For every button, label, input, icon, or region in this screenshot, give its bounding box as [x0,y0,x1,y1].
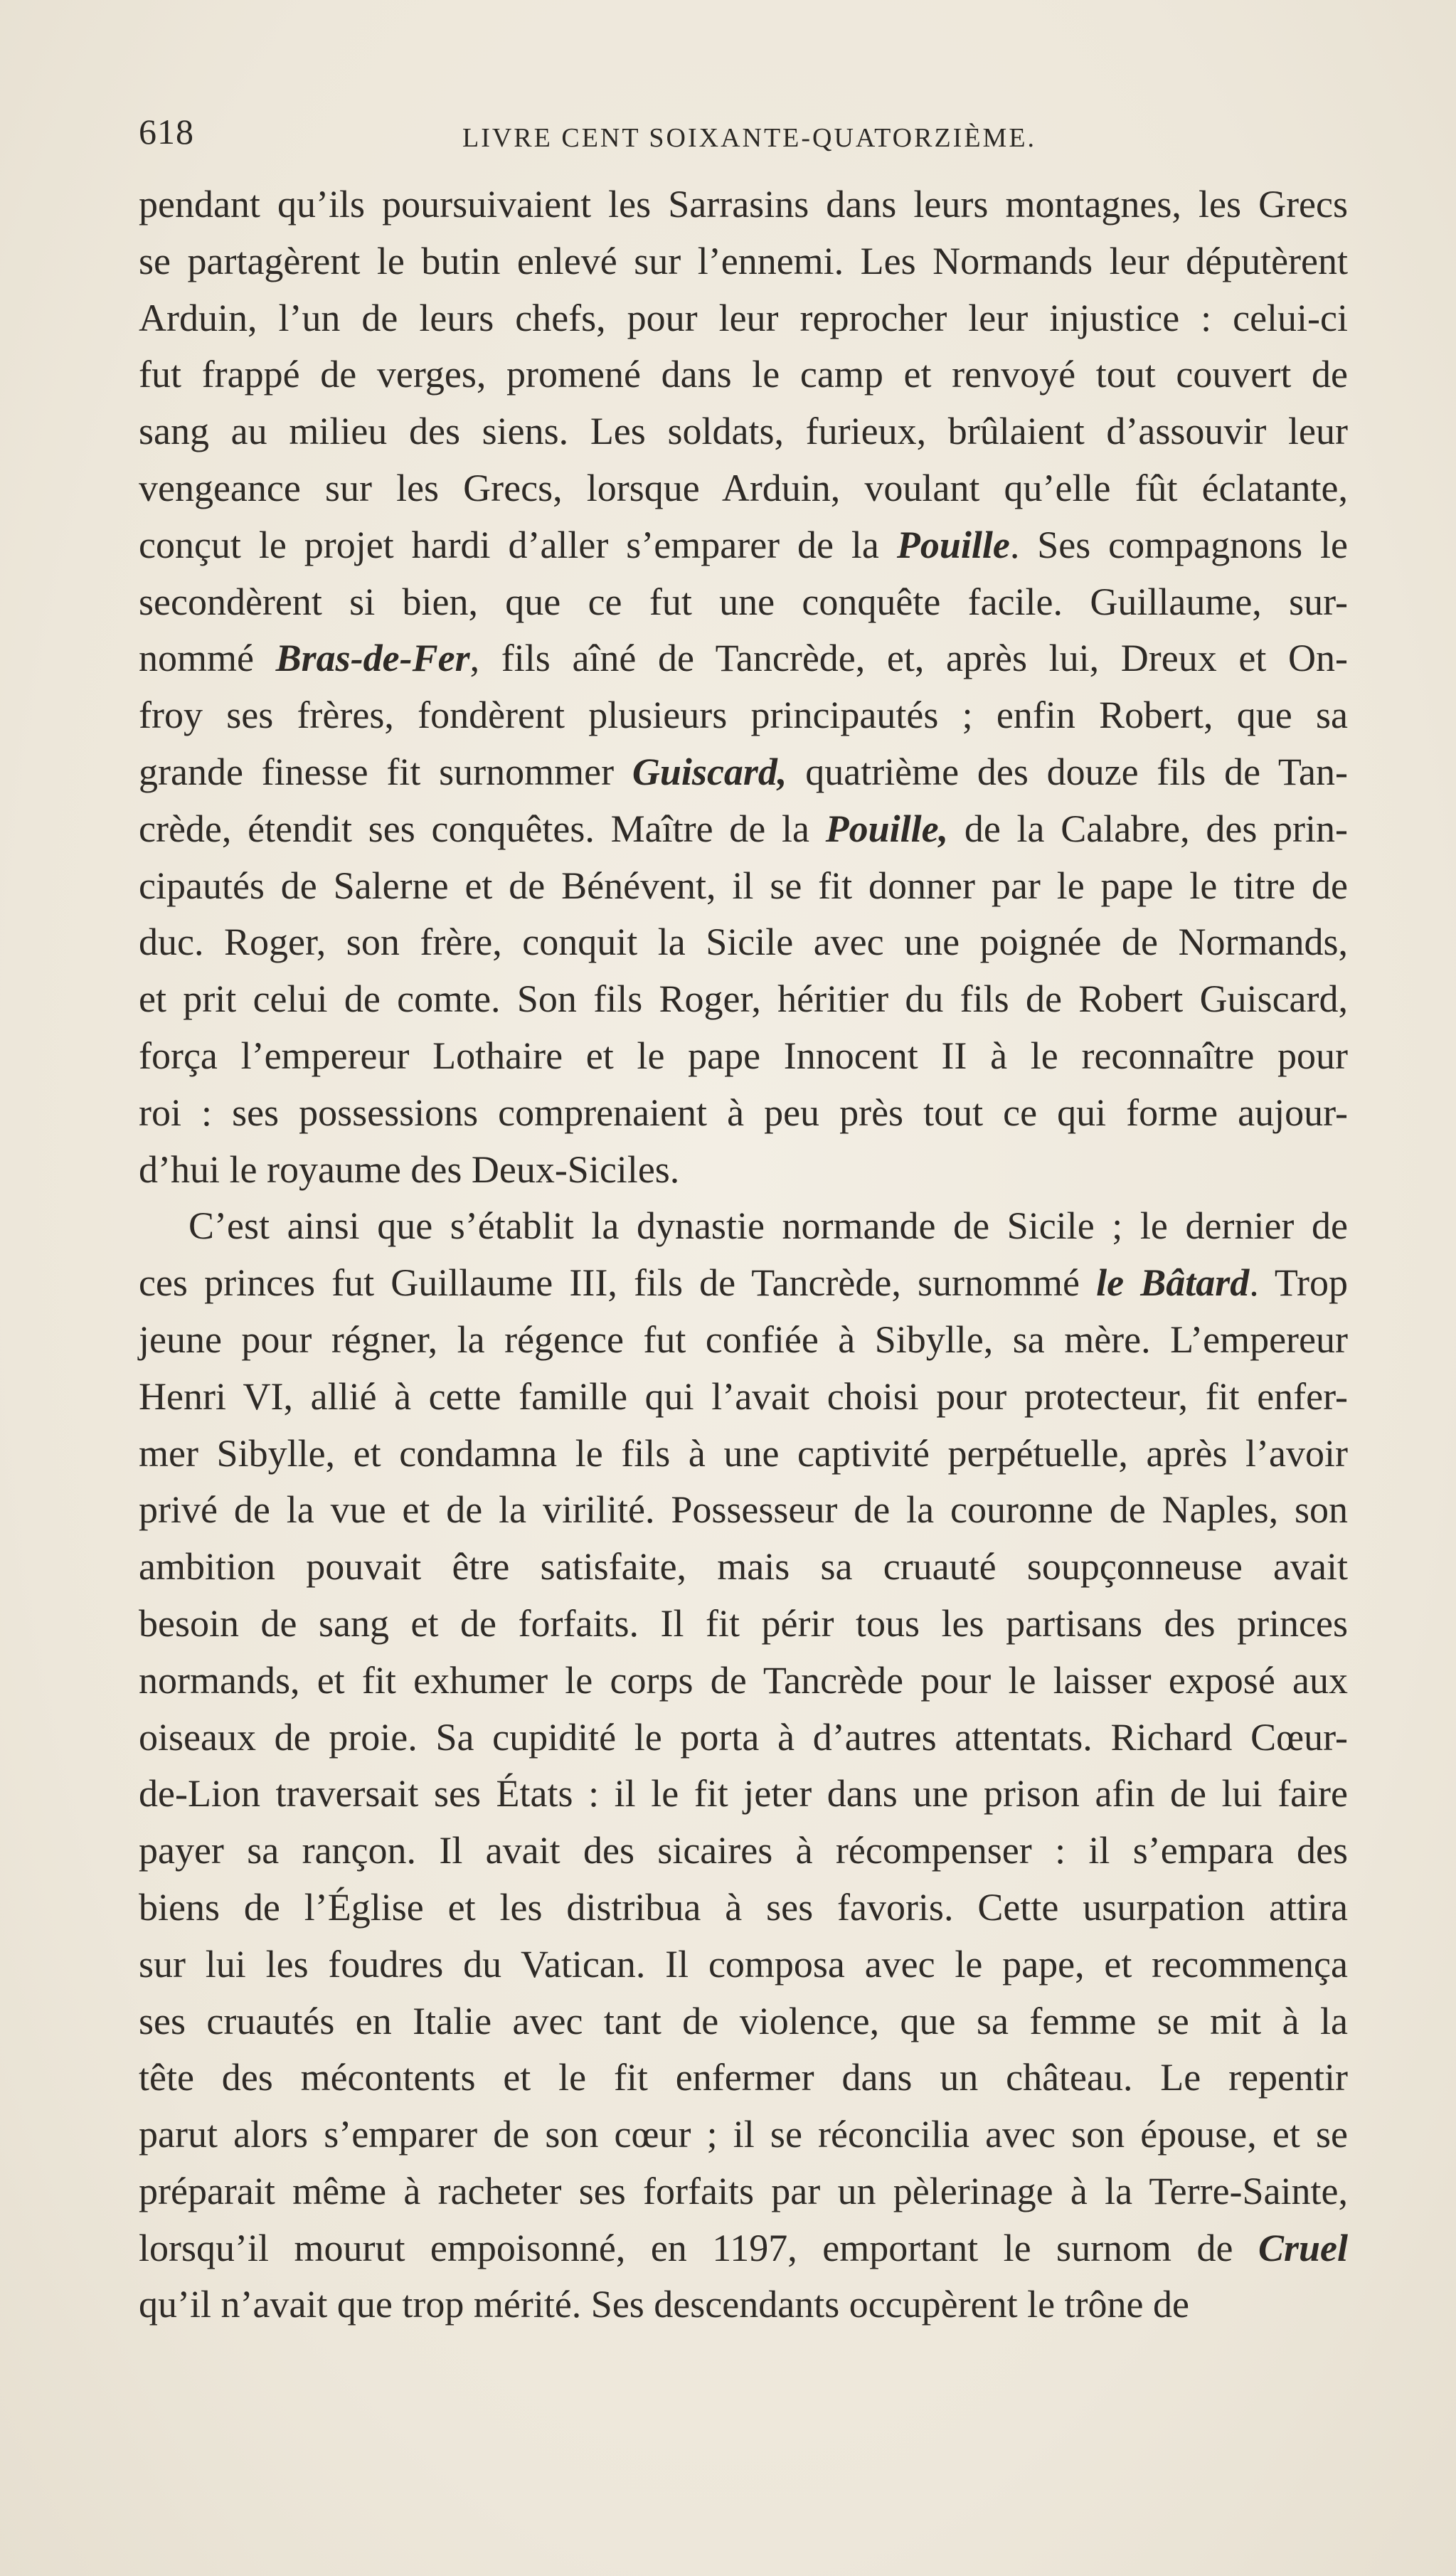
text-line [139,1880,1348,1936]
text-segment: froy ses frères, fondèrent plusieurs principautés ; enfin Robert, que sa [139,694,1348,737]
text-segment: lorsqu’il mourut empoisonné, en 1197, emportant le surnom de [139,2226,1258,2269]
text-segment: duc. Roger, son frère, conquit la Sicile avec une poignée de Normands, [139,921,1348,964]
text-segment: et prit celui de comte. Son fils Roger, héritier du fils de Robert Guiscard, [139,977,1348,1021]
text-line [139,176,1348,233]
text-segment: ambition pouvait être satisfaite, mais sa cruauté soupçonneuse avait [139,1545,1348,1589]
text-segment: . Trop [1249,1261,1349,1305]
text-segment: tête des mécontents et le fit enfermer dans un château. Le repentir [139,2056,1348,2099]
text-segment: conçut le projet hardi d’aller s’emparer de la [139,523,897,566]
text-line [139,1482,1348,1539]
text-line [139,1596,1348,1653]
text-segment: crède, étendit ses conquêtes. Maître de la [139,807,826,850]
text-line [139,2163,1348,2220]
text-line [139,1993,1348,2050]
text-segment: d’hui le royaume des Deux-Siciles. [139,1147,680,1191]
text-line [139,346,1348,403]
text-segment: grande finesse fit surnommer [139,750,632,793]
text-line [139,2220,1348,2277]
text-line [139,1766,1348,1823]
text-segment: força l’empereur Lothaire et le pape Innocent II à le reconnaître pour [139,1034,1348,1077]
text-segment: parut alors s’emparer de son cœur ; il se réconcilia avec son épouse, et se [139,2113,1348,2156]
text-segment: payer sa rançon. Il avait des sicaires à récompenser : il s’empara des [139,1829,1348,1872]
paragraph [139,1198,1348,2333]
text-segment: C’est ainsi que s’établit la dynastie normande de Sicile ; le dernier de [188,1204,1348,1248]
text-segment: Arduin, l’un de leurs chefs, pour leur reprocher leur injustice : celui-ci [139,296,1348,339]
text-line [139,1936,1348,1993]
text-segment: roi : ses possessions comprenaient à peu près tout ce qui forme aujour- [139,1091,1348,1134]
text-segment: cipautés de Salerne et de Bénévent, il se fit donner par le pape le titre de [139,864,1348,907]
page-header [139,107,1348,157]
text-line [139,1426,1348,1483]
text-line [139,630,1348,687]
text-segment: sur lui les foudres du Vatican. Il composa avec le pape, et recommença [139,1942,1348,1986]
text-line [139,1710,1348,1766]
text-line [139,517,1348,574]
text-line [139,1142,1348,1199]
running-title: LIVRE CENT SOIXANTE-QUATORZIÈME. [462,123,1037,153]
text-line [139,744,1348,801]
page-number: 618 [139,112,194,152]
text-line [139,1653,1348,1710]
text-line [139,1198,1348,1255]
text-segment: ces princes fut Guillaume III, fils de Tancrède, surnommé [139,1261,1097,1305]
text-segment: besoin de sang et de forfaits. Il fit périr tous les partisans des princes [139,1601,1348,1645]
text-segment: mer Sibylle, et condamna le fils à une captivité perpétuelle, après l’avoir [139,1431,1348,1475]
text-line [139,1369,1348,1426]
text-segment: quatrième des douze fils de Tan- [787,750,1348,793]
text-segment: , fils aîné de Tancrède, et, après lui, Dreux et On- [469,637,1348,680]
body-text [139,176,1348,2333]
italic-text: Pouille [896,523,1010,566]
text-line [139,1255,1348,1312]
text-segment: vengeance sur les Grecs, lorsque Arduin, voulant qu’elle fût éclatante, [139,466,1348,509]
text-segment: pendant qu’ils poursuivaient les Sarrasins dans leurs montagnes, les Grecs [139,183,1348,226]
text-segment: qu’il n’avait que trop mérité. Ses descendants occupèrent le trône de [139,2283,1189,2326]
text-segment: sang au milieu des siens. Les soldats, furieux, brûlaient d’assouvir leur [139,410,1348,453]
text-line [139,2276,1348,2333]
italic-text: Pouille, [825,807,949,850]
paragraph [139,176,1348,1198]
text-line [139,233,1348,290]
text-segment: biens de l’Église et les distribua à ses favoris. Cette usurpation attira [139,1885,1348,1929]
text-segment: privé de la vue et de la virilité. Possesseur de la couronne de Naples, son [139,1488,1348,1532]
text-segment: préparait même à racheter ses forfaits par un pèlerinage à la Terre-Sainte, [139,2169,1348,2212]
text-line [139,2106,1348,2163]
text-line [139,1085,1348,1142]
text-line [139,574,1348,631]
italic-text: Cruel [1258,2226,1348,2269]
text-line [139,687,1348,744]
text-line [139,1312,1348,1369]
text-segment: fut frappé de verges, promené dans le camp et renvoyé tout couvert de [139,353,1348,396]
text-line [139,290,1348,347]
text-line [139,1028,1348,1085]
text-line [139,403,1348,460]
text-segment: normands, et fit exhumer le corps de Tancrède pour le laisser exposé aux [139,1658,1348,1702]
text-segment: nommé [139,637,276,680]
text-segment: ses cruautés en Italie avec tant de violence, que sa femme se mit à la [139,1999,1348,2042]
text-line [139,2050,1348,2106]
text-segment: secondèrent si bien, que ce fut une conquête facile. Guillaume, sur- [139,580,1348,623]
text-line [139,971,1348,1028]
text-line [139,1823,1348,1880]
text-segment: se partagèrent le butin enlevé sur l’ennemi. Les Normands leur députèrent [139,239,1348,282]
italic-text: le Bâtard [1096,1261,1250,1305]
text-line [139,1539,1348,1596]
text-line [139,460,1348,517]
text-line [139,858,1348,915]
text-segment: de-Lion traversait ses États : il le fit jeter dans une prison afin de lui faire [139,1772,1348,1816]
italic-text: Guiscard, [632,750,787,793]
text-segment: oiseaux de proie. Sa cupidité le porta à d’autres attentats. Richard Cœur- [139,1715,1348,1759]
text-line [139,801,1348,858]
text-segment: de la Calabre, des prin- [948,807,1349,850]
text-segment: Henri VI, allié à cette famille qui l’avait choisi pour protecteur, fit enfer- [139,1374,1348,1418]
italic-text: Bras-de-Fer [275,637,470,680]
text-line [139,914,1348,971]
text-segment: . Ses compagnons le [1009,523,1348,566]
text-segment: jeune pour régner, la régence fut confiée à Sibylle, sa mère. L’empereur [139,1318,1348,1361]
